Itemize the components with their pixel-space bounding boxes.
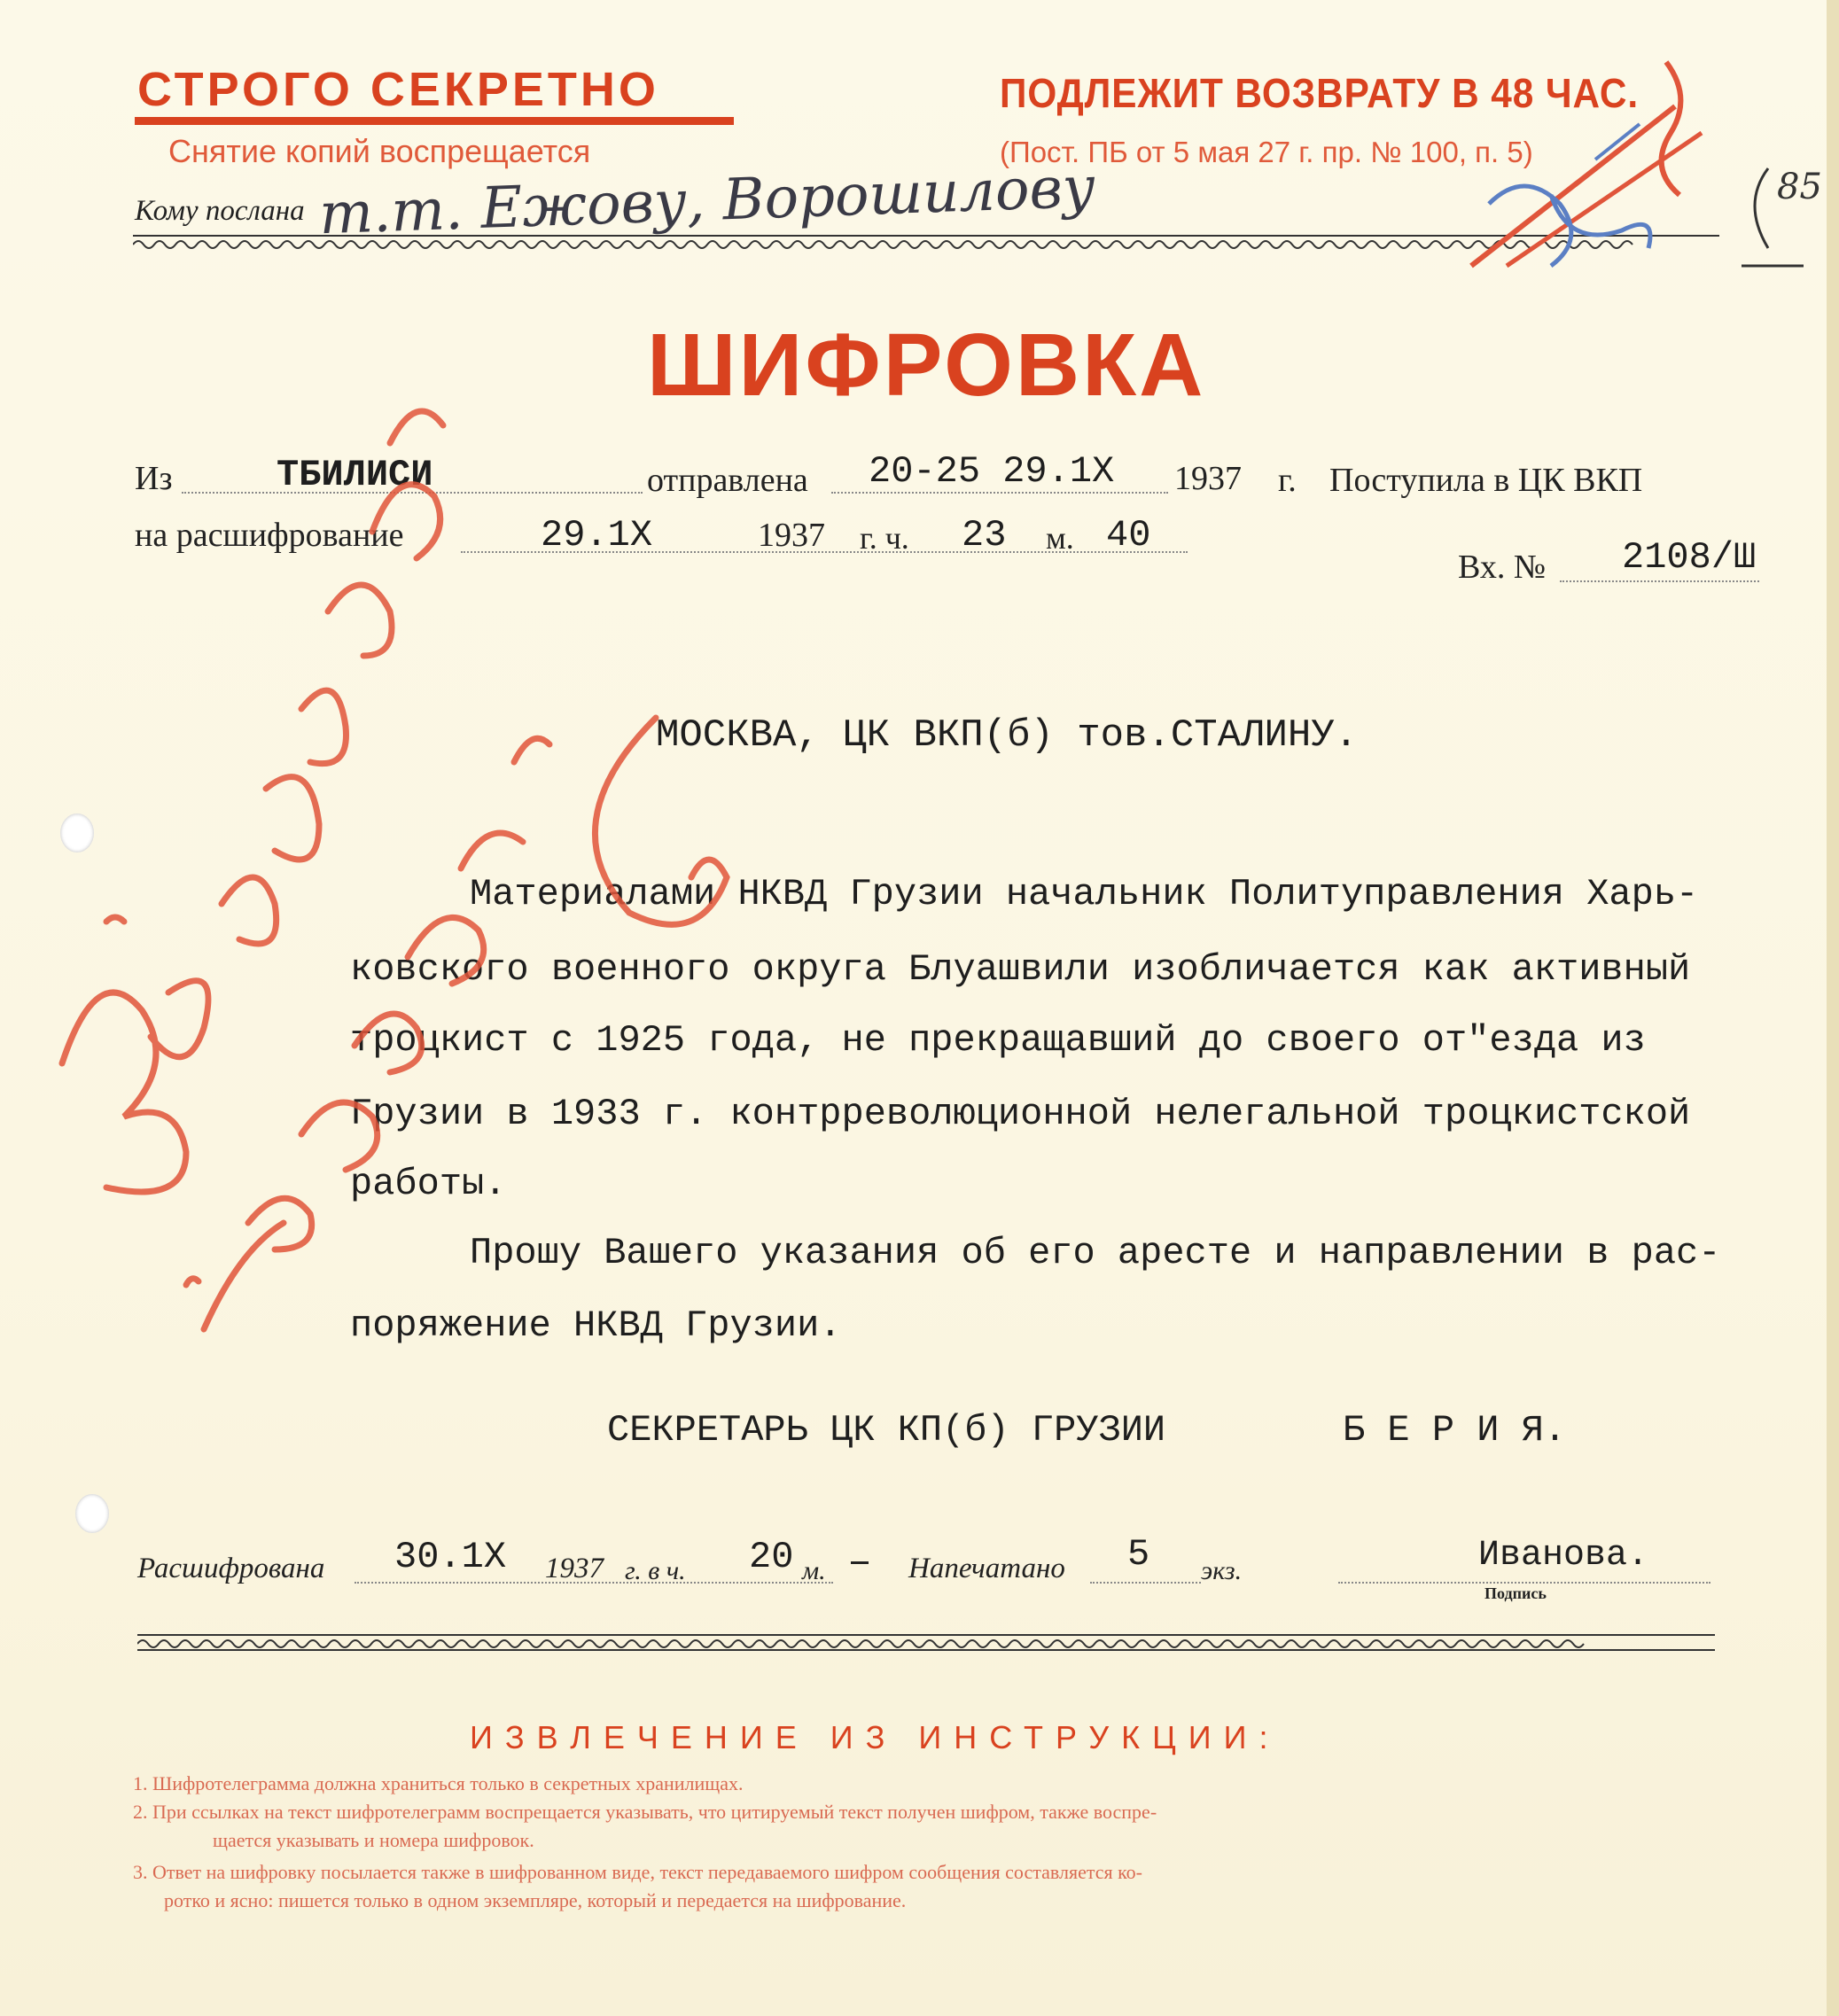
signer-name: Иванова. [1478, 1536, 1649, 1576]
from-value: ТБИЛИСИ [277, 454, 433, 496]
from-label: Из [135, 460, 173, 497]
para1-line-5: работы. [350, 1163, 507, 1205]
dash-mark [851, 1561, 869, 1564]
copies-label: экз. [1201, 1556, 1243, 1585]
signature-title: СЕКРЕТАРЬ ЦК КП(б) ГРУЗИИ [607, 1409, 1166, 1452]
decrypted-time-label: г. в ч. [625, 1556, 686, 1585]
signer-dotline [1338, 1582, 1710, 1584]
sent-to-handwritten: т.т. Ежову, Ворошилову [317, 154, 1097, 248]
instruction-line-4: 3. Ответ на шифровку посылается также в шифрованном виде, текст передаваемого шифром сообщения составляется ко- [133, 1861, 1142, 1883]
sent-value: 20-25 29.1Х [869, 450, 1115, 493]
para1-line-2: ковского военного округа Блуашвили изобличается как активный [350, 948, 1691, 991]
sent-year: 1937 [1174, 460, 1242, 497]
copies-dotline [1090, 1582, 1201, 1584]
archive-page-number: 85 [1777, 167, 1822, 207]
minute-label: м. [802, 1556, 826, 1585]
para1-line-4: Грузии в 1933 г. контрреволюционной нелегальной троцкистской [350, 1093, 1691, 1135]
top-secret-underline [135, 117, 734, 125]
no-copies-notice: Снятие копий воспрещается [168, 133, 591, 169]
return-reference: (Пост. ПБ от 5 мая 27 г. пр. № 100, п. 5) [1000, 136, 1533, 168]
paper-edge [1827, 0, 1839, 2016]
sent-label: отправлена [647, 462, 808, 499]
para2-line-1: Прошу Вашего указания об его аресте и направлении в рас- [470, 1232, 1721, 1274]
decrypted-label: Расшифрована [137, 1553, 325, 1584]
incoming-label: Вх. № [1458, 549, 1547, 586]
decrypt-date: 29.1Х [541, 514, 653, 557]
para1-line-3: троцкист с 1925 года, не прекращавший до своего от"езда из [350, 1019, 1646, 1062]
incoming-dotline [1560, 580, 1759, 582]
decrypted-date: 30.1Х [394, 1536, 507, 1578]
para2-line-2: поряжение НКВД Грузии. [350, 1304, 842, 1347]
decrypt-min: 40 [1106, 514, 1151, 557]
signature-caption: Подпись [1484, 1584, 1547, 1602]
decrypt-min-label: м. [1046, 520, 1074, 556]
instruction-line-2: 2. При ссылках на текст шифротелеграмм воспрещается указывать, что цитируемый текст получен шифром, также воспре- [133, 1801, 1157, 1823]
decrypt-hour: 23 [962, 514, 1007, 557]
para1-line-1: Материалами НКВД Грузии начальник Политуправления Харь- [470, 873, 1699, 915]
instruction-line-3: щается указывать и номера шифровок. [213, 1829, 534, 1851]
instruction-line-5: ротко и ясно: пишется только в одном экземпляре, который и передается на шифрование. [164, 1889, 907, 1911]
red-pencil-resolution [35, 372, 833, 1347]
instructions-title: ИЗВЛЕЧЕНИЕ ИЗ ИНСТРУКЦИИ: [470, 1719, 1281, 1755]
footer-divider [137, 1632, 1715, 1652]
decrypted-minute: 20 [749, 1536, 794, 1578]
addressee: МОСКВА, ЦК ВКП(б) тов.СТАЛИНУ. [656, 713, 1359, 758]
decrypted-year: 1937 [545, 1553, 604, 1584]
punch-hole-bottom [75, 1494, 109, 1533]
sent-year-suffix: г. [1278, 462, 1297, 499]
return-notice: ПОДЛЕЖИТ ВОЗВРАТУ В 48 ЧАС. [1000, 70, 1640, 116]
printed-label: Напечатано [908, 1553, 1065, 1584]
ink-annotations [1453, 53, 1817, 284]
top-secret-stamp: СТРОГО СЕКРЕТНО [137, 63, 659, 116]
decrypt-label: на расшифрование [135, 517, 404, 554]
copies-count: 5 [1127, 1533, 1150, 1576]
signature-name: Б Е Р И Я. [1343, 1409, 1567, 1452]
decrypt-time-label: г. ч. [860, 520, 909, 556]
document-title: ШИФРОВКА [647, 315, 1206, 415]
sent-to-label: Кому послана [135, 195, 305, 227]
instruction-line-1: 1. Шифротелеграмма должна храниться только в секретных хранилищах. [133, 1772, 744, 1794]
incoming-number: 2108/Ш [1622, 536, 1757, 579]
received-label: Поступила в ЦК ВКП [1329, 462, 1643, 499]
decrypt-year: 1937 [758, 517, 825, 554]
